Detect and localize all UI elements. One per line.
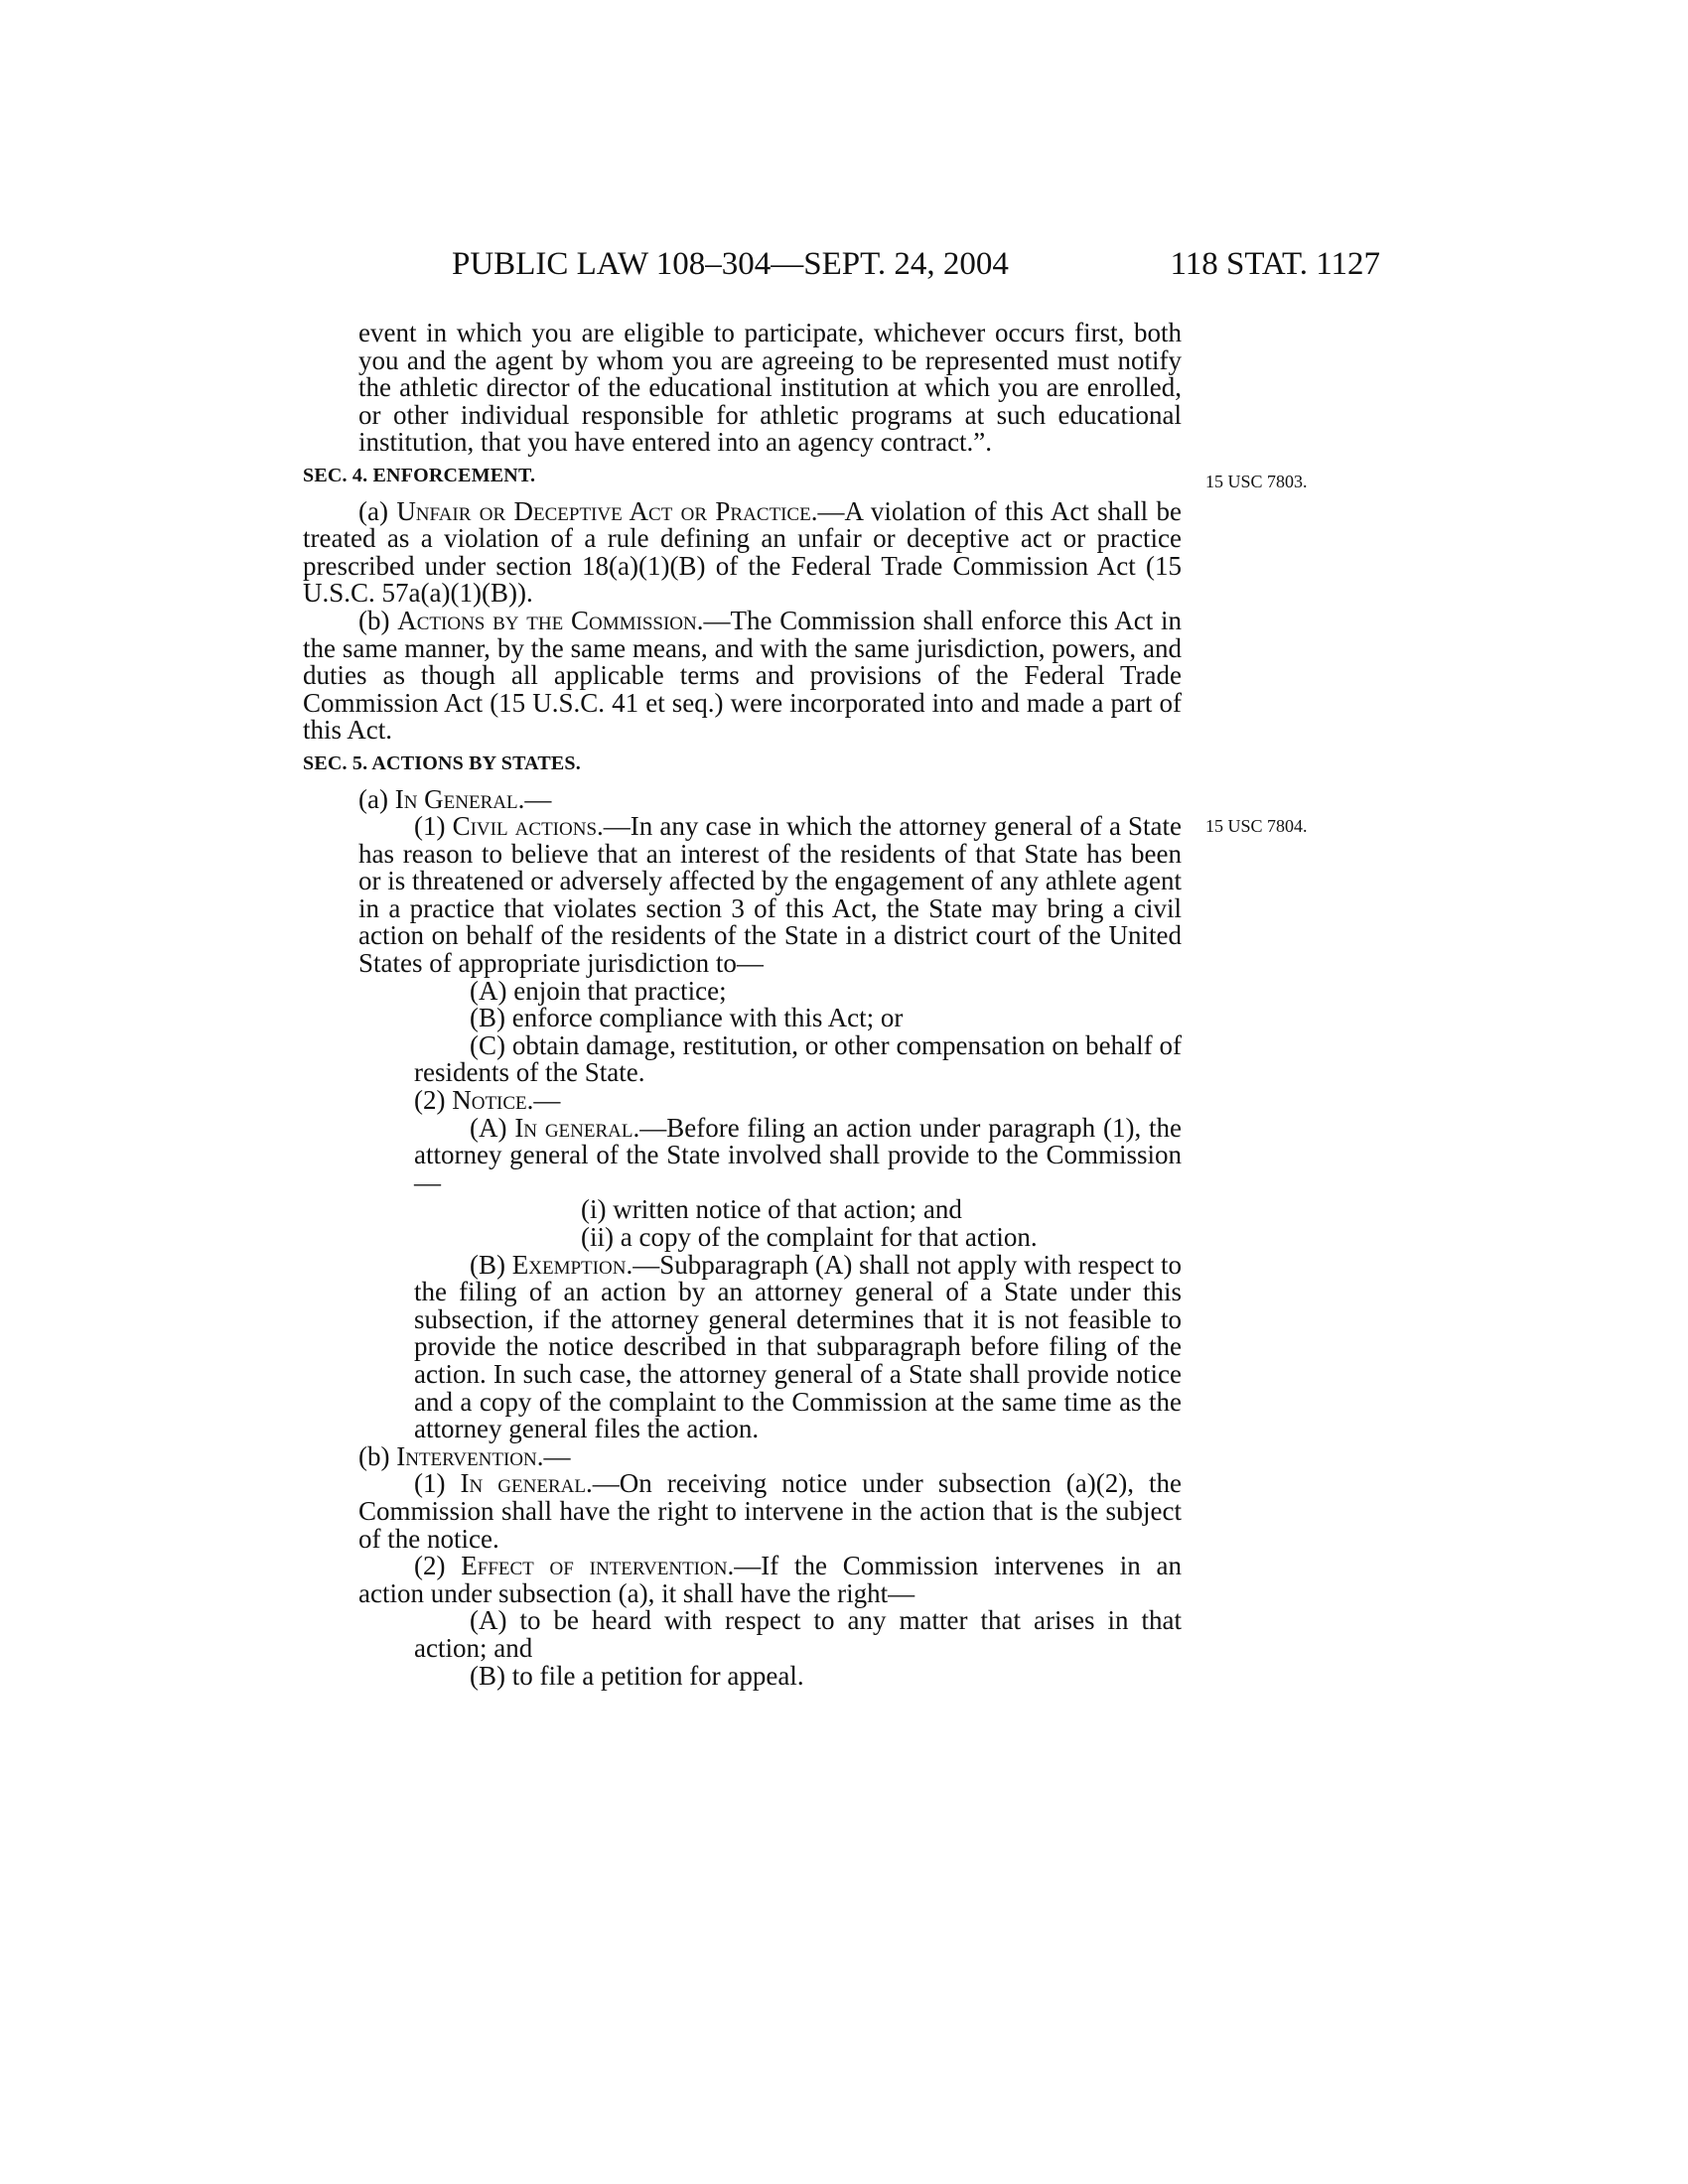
paragraph-label: (1) (414, 1468, 461, 1499)
margin-note-sec5: 15 USC 7804. (1205, 816, 1308, 836)
paragraph-a2-heading (358, 1087, 1182, 1115)
subparagraph-a1-C: (C) obtain damage, restitution, or other compensation on behalf of residents of the State. (414, 1029, 1182, 1088)
paragraph-caption: Civil actions. (452, 811, 604, 842)
paragraph-text: —On receiving notice under subsection (a)(2), the Commission shall have the right to intervene in the action that is the subject of the notice. (358, 1468, 1183, 1554)
subparagraph-caption: Exemption. (511, 1249, 633, 1280)
dash: — (533, 1085, 561, 1116)
paragraph-text: —In any case in which the attorney general of a State has reason to believe that an interest of the residents of that State has been or is threatened or adversely affected by the engagement of any athlete agent in a practice that violates section 3 of this Act, the State may bring a civil action on behalf of the residents of the State in a district court of the United States of appropriate jurisdiction to— (358, 811, 1183, 979)
subsection-caption: Intervention. (396, 1440, 544, 1471)
subsection-label: (a) (358, 783, 395, 814)
subsection-label: (b) (358, 605, 398, 635)
paragraph-label: (2) (414, 1085, 453, 1116)
subparagraph-a2-A (414, 1112, 1182, 1197)
paragraph-b2 (358, 1553, 1182, 1607)
clause-a2-A-i: (i) written notice of that action; and (581, 1194, 962, 1225)
paragraph-label: (2) (414, 1551, 462, 1581)
subsection-label: (a) (358, 495, 397, 526)
dash: — (524, 783, 552, 814)
paragraph-label: (1) (414, 811, 453, 842)
document-body (303, 320, 1182, 1690)
public-law-citation: PUBLIC LAW 108–304—SEPT. 24, 2004 (452, 246, 1009, 282)
sec5-subsection-b-heading (303, 1440, 1182, 1471)
section-4-heading: SEC. 4. ENFORCEMENT. (303, 464, 536, 486)
margin-note-sec4: 15 USC 7803. (1205, 472, 1308, 491)
subparagraph-b2-B: (B) to file a petition for appeal. (470, 1660, 804, 1691)
paragraph-caption: In general. (460, 1468, 593, 1499)
section-5-heading: SEC. 5. ACTIONS BY STATES. (303, 751, 581, 774)
paragraph-caption: Notice. (452, 1085, 534, 1116)
subsection-caption: In General. (394, 783, 525, 814)
subsection-label: (b) (358, 1440, 397, 1471)
subparagraph-a1-B: (B) enforce compliance with this Act; or (470, 1003, 904, 1033)
paragraph-b1 (358, 1470, 1182, 1553)
paragraph-caption: Effect of intervention. (461, 1551, 735, 1581)
dash: — (543, 1440, 571, 1471)
clause-a2-A-ii: (ii) a copy of the complaint for that action. (581, 1222, 1038, 1252)
paragraph-text: —If the Commission intervenes in an action under subsection (a), it shall have the right— (358, 1551, 1183, 1608)
subsection-caption: Unfair or Deceptive Act or Practice. (396, 495, 818, 526)
statute-page-number: 118 STAT. 1127 (1170, 246, 1380, 282)
sec5-subsection-a-heading (303, 783, 1182, 814)
subparagraph-label: (B) (470, 1249, 512, 1280)
subparagraph-text: —Subparagraph (A) shall not apply with respect to the filing of an action by an attorney general of a State under this subsection, if the attorney general determines that it is not feasible to provide the notice described in that subparagraph before filing of the action. In such case, the attorney general of a State shall provide notice and a copy of the complaint to the Commission at the same time as the attorney general files the action. (414, 1249, 1182, 1444)
running-header (303, 246, 1380, 290)
sec4-subsection-b (303, 605, 1182, 746)
subparagraph-b2-A: (A) to be heard with respect to any matter that arises in that action; and (414, 1605, 1182, 1663)
subparagraph-caption: In general. (514, 1112, 640, 1143)
subsection-caption: Actions by the Commission. (397, 605, 704, 635)
subsection-text: —A violation of this Act shall be treated as a violation of a rule defining an unfair or deceptive act or practice prescribed under section 18(a)(1)(B) of the Federal Trade Commission Act (15 U.S.C. 57a(a)(1)(B)). (303, 495, 1182, 609)
continuation-paragraph: event in which you are eligible to participate, whichever occurs first, both you and the agent by whom you are agreeing to be represented must notify the athletic director of the educational institution at which you are enrolled, or other individual responsible for athletic programs at such educational institution, that you have entered into an agency contract.”. (358, 318, 1182, 458)
subparagraph-a2-B (414, 1249, 1182, 1444)
subparagraph-text: —Before filing an action under paragraph (1), the attorney general of the State involved shall provide to the Commission— (414, 1112, 1182, 1197)
sec4-subsection-a (303, 495, 1182, 609)
subparagraph-a1-A: (A) enjoin that practice; (470, 975, 727, 1006)
subparagraph-label: (A) (470, 1112, 515, 1143)
paragraph-a1 (358, 813, 1182, 978)
subsection-text: —The Commission shall enforce this Act in the same manner, by the same means, and with the same jurisdiction, powers, and duties as though all applicable terms and provisions of the Federal Trade Commission Act (15 U.S.C. 41 et seq.) were incorporated into and made a part of this Act. (303, 605, 1182, 746)
